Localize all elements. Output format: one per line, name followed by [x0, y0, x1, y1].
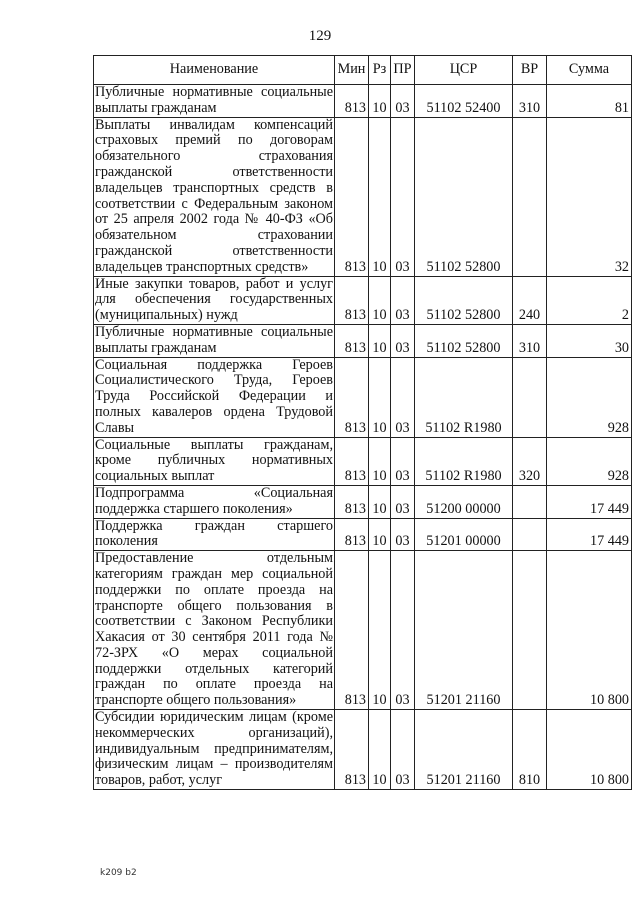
row-rz: 10	[369, 437, 391, 485]
row-vr: 320	[513, 437, 547, 485]
header-min: Мин	[335, 56, 369, 85]
row-csr: 51201 21160	[415, 551, 513, 710]
header-sum: Сумма	[547, 56, 632, 85]
row-vr: 310	[513, 324, 547, 357]
row-sum: 17 449	[547, 485, 632, 518]
row-min: 813	[335, 437, 369, 485]
row-rz: 10	[369, 85, 391, 118]
row-vr	[513, 551, 547, 710]
row-vr	[513, 357, 547, 437]
row-rz: 10	[369, 710, 391, 790]
row-sum: 10 800	[547, 551, 632, 710]
table-row	[94, 437, 632, 485]
row-pr: 03	[391, 437, 415, 485]
row-csr: 51102 52800	[415, 324, 513, 357]
row-min: 813	[335, 357, 369, 437]
row-rz: 10	[369, 324, 391, 357]
row-sum: 17 449	[547, 518, 632, 551]
table-row	[94, 710, 632, 790]
row-min: 813	[335, 276, 369, 324]
row-csr: 51200 00000	[415, 485, 513, 518]
header-vr: ВР	[513, 56, 547, 85]
row-sum: 928	[547, 437, 632, 485]
row-csr: 51102 52800	[415, 276, 513, 324]
row-min: 813	[335, 85, 369, 118]
row-min: 813	[335, 551, 369, 710]
row-rz: 10	[369, 518, 391, 551]
page-number: 129	[308, 28, 332, 44]
row-name: Предоставление отдельным категориям граждан мер социальной поддержки по оплате проезда на транспорте общего пользования в соответствии с Законом Республики Хакасия от 30 сентября 2011 года № 72-ЗРХ «О мерах социальной поддержки отдельных категорий граждан по оплате проезда на транспорте общего пользования»	[95, 550, 333, 709]
row-csr: 51102 R1980	[415, 437, 513, 485]
row-csr: 51201 00000	[415, 518, 513, 551]
row-sum: 30	[547, 324, 632, 357]
row-rz: 10	[369, 117, 391, 276]
row-vr	[513, 518, 547, 551]
row-sum: 928	[547, 357, 632, 437]
row-pr: 03	[391, 276, 415, 324]
row-pr: 03	[391, 518, 415, 551]
row-csr: 51201 21160	[415, 710, 513, 790]
table-header-row	[94, 56, 632, 85]
row-sum: 32	[547, 117, 632, 276]
row-rz: 10	[369, 357, 391, 437]
header-name: Наименование	[94, 56, 335, 85]
budget-table	[93, 55, 632, 790]
row-name: Социальная поддержка Героев Социалистического Труда, Героев Труда Российской Федерации и полных кавалеров ордена Трудовой Славы	[95, 357, 333, 436]
table-row	[94, 324, 632, 357]
row-vr: 240	[513, 276, 547, 324]
table-row	[94, 276, 632, 324]
row-sum: 2	[547, 276, 632, 324]
row-min: 813	[335, 485, 369, 518]
row-csr: 51102 52400	[415, 85, 513, 118]
header-rz: Рз	[369, 56, 391, 85]
row-min: 813	[335, 710, 369, 790]
row-sum: 81	[547, 85, 632, 118]
row-rz: 10	[369, 276, 391, 324]
row-name: Социальные выплаты гражданам, кроме публичных нормативных социальных выплат	[95, 437, 333, 485]
row-pr: 03	[391, 710, 415, 790]
header-csr: ЦСР	[415, 56, 513, 85]
table-row	[94, 485, 632, 518]
row-min: 813	[335, 518, 369, 551]
table-row	[94, 518, 632, 551]
row-vr: 810	[513, 710, 547, 790]
row-pr: 03	[391, 324, 415, 357]
row-name: Подпрограмма «Социальная поддержка старшего поколения»	[95, 485, 333, 517]
row-pr: 03	[391, 485, 415, 518]
row-vr	[513, 117, 547, 276]
row-pr: 03	[391, 357, 415, 437]
row-csr: 51102 52800	[415, 117, 513, 276]
table-row	[94, 551, 632, 710]
row-name: Иные закупки товаров, работ и услуг для обеспечения государственных (муниципальных) нужд	[95, 276, 333, 324]
row-name: Поддержка граждан старшего поколения	[95, 518, 333, 550]
row-min: 813	[335, 117, 369, 276]
footer-code: k209 b2	[100, 868, 137, 878]
row-min: 813	[335, 324, 369, 357]
row-pr: 03	[391, 551, 415, 710]
row-name: Публичные нормативные социальные выплаты гражданам	[95, 84, 333, 116]
row-pr: 03	[391, 85, 415, 118]
row-sum: 10 800	[547, 710, 632, 790]
row-vr	[513, 485, 547, 518]
row-rz: 10	[369, 485, 391, 518]
table-row	[94, 85, 632, 118]
table-row	[94, 117, 632, 276]
row-csr: 51102 R1980	[415, 357, 513, 437]
header-pr: ПР	[391, 56, 415, 85]
table-row	[94, 357, 632, 437]
row-vr: 310	[513, 85, 547, 118]
row-name: Выплаты инвалидам компенсаций страховых премий по договорам обязательного страхования гражданской ответственности владельцев транспортных средств в соответствии с Федеральным законом от 25 апреля 2002 года № 40-ФЗ «Об обязательном страховании гражданской ответственности владельцев транспортных средств»	[95, 117, 333, 275]
row-rz: 10	[369, 551, 391, 710]
row-name: Публичные нормативные социальные выплаты гражданам	[95, 324, 333, 356]
row-pr: 03	[391, 117, 415, 276]
row-name: Субсидии юридическим лицам (кроме некоммерческих организаций), индивидуальным предпринимателям, физическим лицам – производителям товаров, работ, услуг	[95, 709, 333, 789]
